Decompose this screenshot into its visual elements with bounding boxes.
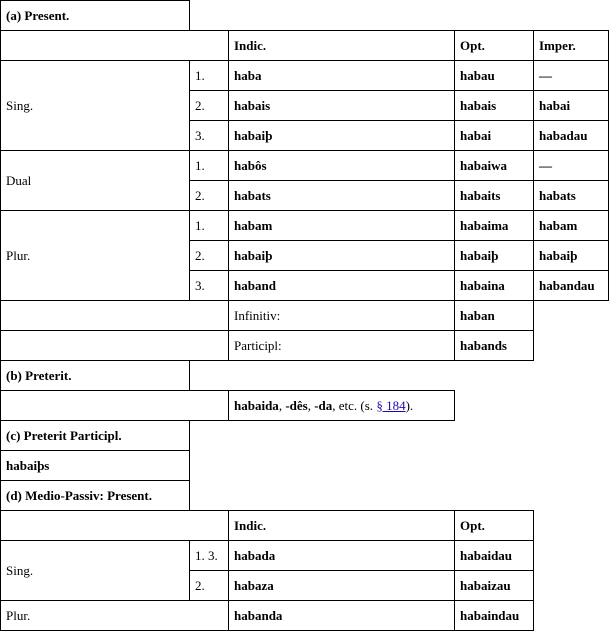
indic-cell: habam	[228, 210, 455, 241]
indic-cell: haband	[228, 270, 455, 301]
imper-cell: habandau	[533, 270, 609, 301]
indic-cell: habaiþ	[228, 240, 455, 271]
imper-cell: —	[533, 150, 609, 181]
section-reference-link[interactable]: § 184	[376, 397, 406, 413]
header-indic: Indic.	[228, 30, 455, 61]
opt-cell: habaidau	[454, 540, 534, 571]
section-preterit-title: (b) Preterit.	[0, 360, 190, 391]
opt-cell: habaits	[454, 180, 534, 211]
separator: ,	[278, 397, 286, 413]
opt-cell: habaizau	[454, 570, 534, 601]
person-cell: 2.	[189, 90, 229, 121]
preterit-form: habaida	[234, 397, 279, 413]
header-opt: Opt.	[454, 510, 534, 541]
imper-cell: habai	[533, 90, 609, 121]
preterit-tail: , etc. (s.	[332, 397, 377, 413]
indic-cell: haba	[228, 60, 455, 91]
person-cell: 2.	[189, 180, 229, 211]
imper-cell: —	[533, 60, 609, 91]
indic-cell: habôs	[228, 150, 455, 181]
person-cell: 1.	[189, 150, 229, 181]
group-plur: Plur.	[0, 600, 229, 631]
imper-cell: habadau	[533, 120, 609, 151]
group-plur: Plur.	[0, 210, 190, 301]
empty-cell	[0, 390, 229, 421]
opt-cell: habaindau	[454, 600, 534, 631]
header-indic: Indic.	[228, 510, 455, 541]
person-cell: 2.	[189, 240, 229, 271]
section-medio-passive-title: (d) Medio-Passiv: Present.	[0, 480, 190, 511]
preterit-forms	[228, 390, 455, 421]
empty-cell	[0, 330, 229, 361]
empty-cell	[0, 300, 229, 331]
header-imper: Imper.	[533, 30, 609, 61]
opt-cell: habais	[454, 90, 534, 121]
empty-header-cell	[0, 30, 229, 61]
imper-cell: habaiþ	[533, 240, 609, 271]
indic-cell: habaza	[228, 570, 455, 601]
infinitive-value: haban	[454, 300, 534, 331]
person-cell: 2.	[189, 570, 229, 601]
group-sing: Sing.	[0, 540, 190, 601]
person-cell: 1. 3.	[189, 540, 229, 571]
opt-cell: habai	[454, 120, 534, 151]
participle-label: Participl:	[228, 330, 455, 361]
imper-cell: habats	[533, 180, 609, 211]
participle-value: habands	[454, 330, 534, 361]
header-opt: Opt.	[454, 30, 534, 61]
group-sing: Sing.	[0, 60, 190, 151]
opt-cell: habaiþ	[454, 240, 534, 271]
indic-cell: habada	[228, 540, 455, 571]
separator: ,	[307, 397, 315, 413]
section-preterit-participle-title: (c) Preterit Participl.	[0, 420, 190, 451]
indic-cell: habanda	[228, 600, 455, 631]
opt-cell: habaina	[454, 270, 534, 301]
person-cell: 1.	[189, 60, 229, 91]
group-dual: Dual	[0, 150, 190, 211]
indic-cell: habais	[228, 90, 455, 121]
indic-cell: habats	[228, 180, 455, 211]
person-cell: 1.	[189, 210, 229, 241]
person-cell: 3.	[189, 120, 229, 151]
section-present-title: (a) Present.	[0, 0, 190, 31]
indic-cell: habaiþ	[228, 120, 455, 151]
infinitive-label: Infinitiv:	[228, 300, 455, 331]
opt-cell: habaima	[454, 210, 534, 241]
imper-cell: habam	[533, 210, 609, 241]
person-cell: 3.	[189, 270, 229, 301]
opt-cell: habau	[454, 60, 534, 91]
preterit-participle-form: habaiþs	[0, 450, 190, 481]
preterit-form: -da	[314, 397, 333, 413]
opt-cell: habaiwa	[454, 150, 534, 181]
empty-header-cell	[0, 510, 229, 541]
preterit-form: -dês	[285, 397, 308, 413]
preterit-end: ).	[405, 397, 414, 413]
